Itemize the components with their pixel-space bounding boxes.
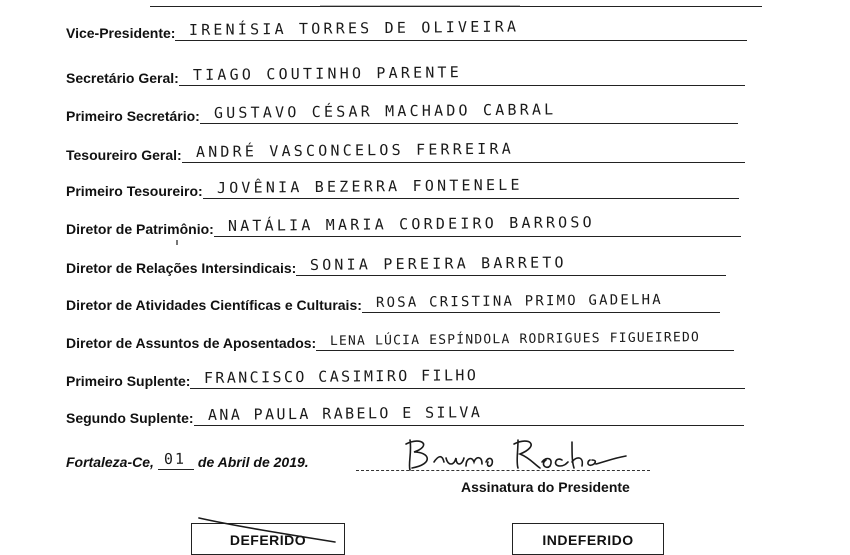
first-treasurer-value: JOVÊNIA BEZERRA FONTENELE: [216, 175, 523, 197]
vice-president-row: [66, 19, 747, 41]
second-alternate-value: ANA PAULA RABELO E SILVA: [207, 403, 482, 424]
heritage-director-row: [66, 215, 741, 237]
retirees-director-label: Diretor de Assuntos de Aposentados:: [66, 335, 317, 351]
scientific-cultural-director-label: Diretor de Atividades Científicas e Culturais:: [66, 297, 362, 313]
denied-label: INDEFERIDO: [542, 532, 634, 548]
signature-line: [356, 470, 650, 471]
first-treasurer-label: Primeiro Tesoureiro:: [66, 183, 203, 199]
second-alternate-label: Segundo Suplente:: [66, 410, 194, 426]
denied-box[interactable]: [512, 523, 664, 555]
day-value: 01: [163, 449, 186, 468]
intersindical-director-label: Diretor de Relações Intersindicais:: [66, 260, 297, 276]
vice-president-value: IRENÍSIA TORRES DE OLIVEIRA: [189, 17, 520, 39]
first-treasurer-row: [66, 177, 739, 199]
date-suffix: de Abril de 2019.: [197, 454, 309, 470]
secretary-general-value: TIAGO COUTINHO PARENTE: [192, 63, 462, 84]
second-alternate-field[interactable]: [194, 405, 744, 426]
first-secretary-row: [66, 102, 738, 124]
paper-mark: [176, 240, 178, 245]
signature-caption: Assinatura do Presidente: [461, 479, 630, 495]
first-alternate-label: Primeiro Suplente:: [66, 373, 191, 389]
president-signature: [400, 432, 630, 478]
intersindical-director-value: SONIA PEREIRA BARRETO: [310, 253, 568, 274]
first-alternate-field[interactable]: [190, 368, 745, 389]
date-prefix: Fortaleza-Ce,: [66, 454, 154, 470]
heritage-director-field[interactable]: [214, 213, 741, 237]
first-secretary-value: GUSTAVO CÉSAR MACHADO CABRAL: [213, 100, 557, 122]
day-field[interactable]: [158, 449, 194, 470]
scientific-cultural-director-field[interactable]: [362, 292, 720, 313]
heritage-director-label: Diretor de Patrimônio:: [66, 221, 214, 237]
retirees-director-value: LENA LÚCIA ESPÍNDOLA RODRIGUES FIGUEIREDO: [330, 330, 701, 349]
secretary-general-label: Secretário Geral:: [66, 70, 179, 86]
retirees-director-field[interactable]: [316, 330, 734, 351]
approved-strike-mark: [195, 516, 340, 544]
retirees-director-row: [66, 329, 734, 351]
treasurer-general-field[interactable]: [182, 139, 745, 163]
first-secretary-field[interactable]: [200, 100, 738, 124]
vice-president-field[interactable]: [175, 17, 747, 41]
secretary-general-row: [66, 64, 745, 86]
intersindical-director-field[interactable]: [296, 255, 726, 276]
top-field-underline: [150, 6, 762, 7]
first-treasurer-field[interactable]: [203, 175, 739, 199]
heritage-director-value: NATÁLIA MARIA CORDEIRO BARROSO: [227, 213, 595, 235]
treasurer-general-value: ANDRÉ VASCONCELOS FERREIRA: [195, 139, 514, 161]
intersindical-director-row: [66, 254, 726, 276]
scientific-cultural-director-row: [66, 291, 720, 313]
treasurer-general-label: Tesoureiro Geral:: [66, 147, 182, 163]
vice-president-label: Vice-Presidente:: [66, 25, 176, 41]
approved-label: DEFERIDO: [229, 532, 307, 548]
first-alternate-value: FRANCISCO CASIMIRO FILHO: [204, 366, 479, 387]
first-secretary-label: Primeiro Secretário:: [66, 108, 200, 124]
treasurer-general-row: [66, 141, 745, 163]
second-alternate-row: [66, 404, 744, 426]
date-row: [66, 449, 309, 470]
scientific-cultural-director-value: ROSA CRISTINA PRIMO GADELHA: [375, 291, 663, 311]
secretary-general-field[interactable]: [179, 65, 745, 86]
first-alternate-row: [66, 367, 745, 389]
